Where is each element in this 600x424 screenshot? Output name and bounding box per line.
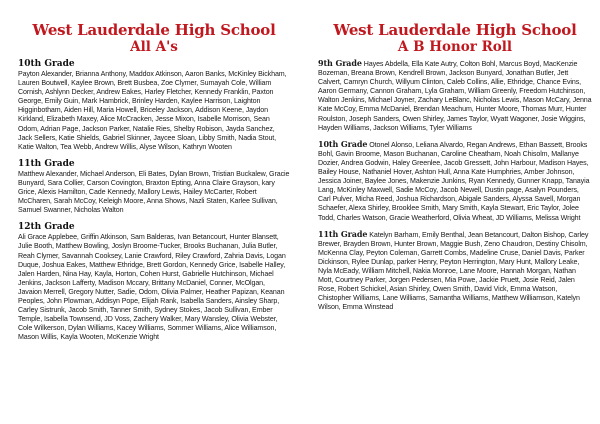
ab-10th-grade (318, 140, 592, 223)
grade-heading: 11th Grade (318, 228, 368, 239)
grade-heading: 10th Grade (318, 138, 368, 149)
all-as-12th-grade (18, 222, 290, 342)
school-title-right: West Lauderdale High School (333, 21, 577, 39)
all-as-11th-grade (18, 159, 290, 215)
ab-9th-grade (318, 59, 592, 133)
all-as-10th-grade (18, 59, 290, 152)
ab-11th-grade (318, 230, 592, 313)
ab-honor-roll-heading: A B Honor Roll (397, 39, 513, 55)
ab-honor-roll-column (300, 0, 600, 424)
school-title-left: West Lauderdale High School (32, 21, 276, 39)
all-as-heading: All A's (130, 39, 178, 55)
student-names: Otonel Alonso, Leliana Alvardo, Regan Andrews, Ethan Bassett, Brooks Bohl, Gavin Broome, Mason Buchanan, Caroline Cheatham, Noah Chisolm, Mallanye Dozier, Andrea Godwin, Haley Greenlee, Jacob Gressett, John Harbour, Madison Hayes, Bailey House, Nathaniel Hover, Ashton Hull, Anna Kate Humphries, Amber Johnson, Jessica Joiner, Baylee Jones, Makenzie Junkins, Ryan Kennedy, Gunner Knapp, Tanayia Lang, McKinley Maxwell, Sadie McCoy, Jacob Newell, Dustin page, Asalyn Pounders, Carl Pulver, Micha Reed, Joshua Richardson, Abigale Sanders, Alyssa Savell, Morgan Schaefer, Alexa Shirley, Brooklee Smith, Mary Smith, Kayla Stewart, Eric Taylor, Jolee Todd, Charles Watson, Gracie Weatherford, Olivia Wheat, JD Williams, Melissa Wright (318, 140, 590, 222)
grade-heading: 9th Grade (318, 58, 362, 68)
grade-heading: 10th Grade (18, 59, 75, 69)
student-names: Katelyn Barham, Emily Benthal, Jean Betancourt, Dalton Bishop, Carley Brewer, Brayden Brown, Hunter Brown, Maggie Bush, Zeno Chaudron, Destiny Chisolm, McKenna Clay, Peyton Coleman, Garrett Combs, Madeline Cruse, Daniel Davis, Parker Dickinson, Rylee Dunlap, parker Henry, Peyton Herrington, Mary Hunt, Mallory Leake, Nyla McEady, William Mitchell, Nakia Monroe, Lane Moore, Hannah Morgan, Nathan Mott, Courtney Parker, Jorgen Pedersen, Mia Powe, Jackie Pruett, Josie Reid, Jalen Rose, Robert Schickel, Asian Shirley, Owen Smith, David Vick, Emma Watson, Chistopher Williams, Lane Williams, Samantha Williams, Matthew Williamson, Katelyn Wilson, Emma Winstead (318, 230, 589, 312)
grade-heading: 12th Grade (18, 222, 75, 233)
student-names: Ali Grace Applebee, Griffin Atkinson, Sam Balderas, Ivan Betancourt, Hunter Blansett, Julie Booth, Matthew Bowling, Joslyn Broome-Tucker, Brooks Buchanan, Julia Butler, Reah Clymer, Savannah Cooksey, Lanie Crawford, Riley Crawford, Zahria Davis, Logan Duque, Joshua Eakes, Matthew Ethridge, Brett Gordon, Kennedy Grice, Isabelle Halley, Jalen Harden, Nina Hay, Kayla, Horton, Cohen Hurst, Gabrielle Hutchinson, Michael Jenkins, Jackson Lafferty, Madison Mccary, Brittany McDaniel, Conner, McOlgan, Javaion Merrell, Gregory Nutter, Sadie, Odom, Olivia Palmer, Heather Papizan, Keanan Peoples, John Plowman, Addisyn Pope, Elijah Rank, Isabella Sanders, Ainsley Sharp, Carley Sistrunk, Jacob Smith, Tanner Smith, Sydney Stokes, Jacob Sullivan, Ember Temple, Isabella Townsend, JD Voss, Zachery Walker, Mary Wansley, Olivia Webster, Cole Wilkerson, Dylan Williams, Kacey Williams, Sommer Williams, Alice Williamson, Mason Willis, Kayla Wooten, McKenzie Wright (18, 233, 286, 342)
student-names: Hayes Abdella, Ella Kate Autry, Colton Bohl, Marcus Boyd, MacKenzie Bozeman, Breana Brown, Kendrell Brown, Jackson Bunyard, Jonathan Butler, Jett Calvert, Camryn Church, Willyum Clinton, Caleb Collins, Allie, Ethridge, Chance Evins, Aaron Germany, Cannon Graham, Lyla Graham, William Greenly, Freedom Hutchinson, Walton Jenkins, Michael Joyner, Zachary LeBlanc, Nicholas Lewis, Mason McCary, Jenna Kate McCoy, Emma McDaniel, Brendan Meachum, Hunter Moore, Thomas Murr, Hunter Roulston, Joseph Sanders, Owen Shirley, James Taylor, Wyatt Wagoner, Josie Wiggins, Hayden Williams, Jackson Williams, Tyler Williams (318, 60, 592, 132)
student-names: Matthew Alexander, Michael Anderson, Eli Bates, Dylan Brown, Tristian Buckalew, Gracie Bunyard, Sara Collier, Carson Covington, Braxton Epting, Anna Claire Grayson, kary Grice, Alexis Hamilton, Cade Kennedy, Mallory Lewis, Hailey McCarter, Robert McCharen, Sarah McCoy, Keleigh Moore, Anna Shows, Nazli Staten, Karlee Sullivan, Samuel Swanner, Nicholas Walton (18, 169, 290, 215)
student-names: Payton Alexander, Brianna Anthony, Maddox Atkinson, Aaron Banks, McKinley Bickham, Lauren Boutwell, Kaylee Brown, Brett Busbea, Zoe Clymer, Sumayah Cole, William Cornish, Ashlynn Decker, Andrew Eakes, Harley Fletcher, Kennedy Franklin, Paxton George, Emily Guin, Mark Hambrick, Brinley Harden, Kaylee Harrison, Laighton Higginbotham, Aiden Hill, Maria Howell, Briceley Jackson, Addison Keene, Jaydon Kirkland, Elizabeth Maxey, Alice McCracken, Jesse Mixon, Isabelle Morrison, Sean Odom, Adrian Page, Jackson Parker, Natalie Ries, Shelby Robison, Jayda Sanchez, Jack Sellers, Katie Shields, Gabriel Skinner, Jaycee Sloan, Libby Smith, Nadia Stout, Katie Walton, Tea Webb, Andrew Willis, Alyse Wilson, Kathryn Wooten (18, 70, 287, 151)
grade-heading: 11th Grade (18, 158, 75, 169)
